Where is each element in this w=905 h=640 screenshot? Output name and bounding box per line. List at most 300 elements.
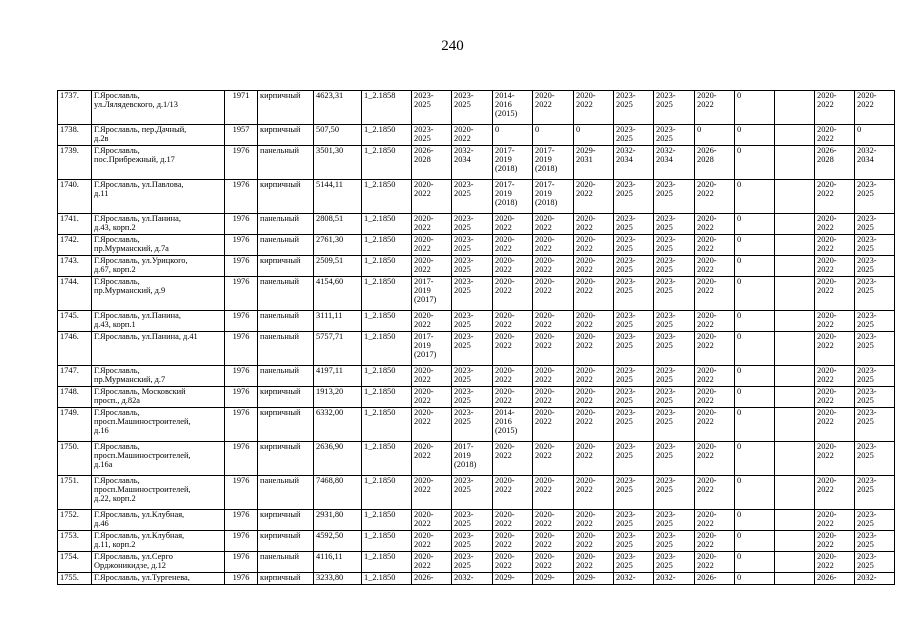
build-year-cell: 1976 bbox=[225, 180, 258, 214]
table-row bbox=[58, 366, 895, 387]
wall-material-cell: кирпичный bbox=[258, 531, 314, 552]
build-year-cell: 1976 bbox=[225, 366, 258, 387]
period-cell: 2020- 2022 bbox=[815, 235, 855, 256]
address-cell: Г.Ярославль, ул.Урицкого, д.67, корп.2 bbox=[92, 256, 225, 277]
period-cell: 2023- 2025 bbox=[614, 91, 654, 125]
period-cell bbox=[775, 408, 815, 442]
address-cell: Г.Ярославль, ул.Панина, д.43, корп.2 bbox=[92, 214, 225, 235]
period-cell: 2023- 2025 bbox=[654, 531, 695, 552]
period-cell: 2020- 2022 bbox=[815, 332, 855, 366]
period-cell: 2020- 2022 bbox=[533, 476, 574, 510]
period-cell: 2020- 2022 bbox=[695, 387, 735, 408]
table-row bbox=[58, 442, 895, 476]
period-cell: 2023- 2025 bbox=[452, 476, 493, 510]
build-year-cell: 1976 bbox=[225, 235, 258, 256]
period-cell: 0 bbox=[735, 531, 775, 552]
table-row bbox=[58, 510, 895, 531]
code-cell: 1_2.1850 bbox=[362, 256, 412, 277]
period-cell: 2023- 2025 bbox=[412, 125, 452, 146]
build-year-cell: 1976 bbox=[225, 573, 258, 585]
period-cell: 2023- 2025 bbox=[614, 235, 654, 256]
address-cell: Г.Ярославль, просп.Машиностроителей, д.16а bbox=[92, 442, 225, 476]
build-year-cell: 1976 bbox=[225, 408, 258, 442]
build-year-cell: 1976 bbox=[225, 146, 258, 180]
period-cell: 2023- 2025 bbox=[855, 476, 895, 510]
period-cell: 2020- 2022 bbox=[574, 476, 614, 510]
code-cell: 1_2.1850 bbox=[362, 531, 412, 552]
table-row bbox=[58, 408, 895, 442]
period-cell bbox=[775, 442, 815, 476]
period-cell: 2023- 2025 bbox=[614, 214, 654, 235]
table-row bbox=[58, 476, 895, 510]
address-cell: Г.Ярославль, пр.Мурманский, д.7а bbox=[92, 235, 225, 256]
period-cell: 2023- 2025 bbox=[855, 311, 895, 332]
wall-material-cell: кирпичный bbox=[258, 256, 314, 277]
period-cell: 2020- 2022 bbox=[412, 510, 452, 531]
area-cell: 7468,80 bbox=[314, 476, 362, 510]
address-cell: Г.Ярославль, пр.Мурманский, д.9 bbox=[92, 277, 225, 311]
address-cell: Г.Ярославль, ул.Клубная, д.46 bbox=[92, 510, 225, 531]
period-cell: 2023- 2025 bbox=[654, 91, 695, 125]
build-year-cell: 1971 bbox=[225, 91, 258, 125]
wall-material-cell: панельный bbox=[258, 277, 314, 311]
period-cell: 2023- 2025 bbox=[654, 235, 695, 256]
code-cell: 1_2.1850 bbox=[362, 573, 412, 585]
period-cell: 2020- 2022 bbox=[695, 408, 735, 442]
period-cell: 2020- 2022 bbox=[815, 510, 855, 531]
wall-material-cell: панельный bbox=[258, 311, 314, 332]
period-cell: 2023- 2025 bbox=[654, 256, 695, 277]
period-cell: 0 bbox=[735, 146, 775, 180]
wall-material-cell: панельный bbox=[258, 332, 314, 366]
address-cell: Г.Ярославль, ул.Тургенева, bbox=[92, 573, 225, 585]
build-year-cell: 1976 bbox=[225, 256, 258, 277]
period-cell: 2020- 2022 bbox=[412, 387, 452, 408]
build-year-cell: 1976 bbox=[225, 510, 258, 531]
period-cell: 2020- 2022 bbox=[493, 214, 533, 235]
period-cell: 2023- 2025 bbox=[855, 387, 895, 408]
period-cell: 0 bbox=[735, 442, 775, 476]
period-cell: 2020- 2022 bbox=[412, 531, 452, 552]
period-cell: 2020- 2022 bbox=[574, 552, 614, 573]
period-cell: 0 bbox=[735, 552, 775, 573]
code-cell: 1_2.1850 bbox=[362, 277, 412, 311]
area-cell: 4623,31 bbox=[314, 91, 362, 125]
area-cell: 4197,11 bbox=[314, 366, 362, 387]
period-cell bbox=[775, 476, 815, 510]
period-cell: 2023- 2025 bbox=[614, 332, 654, 366]
wall-material-cell: кирпичный bbox=[258, 125, 314, 146]
period-cell: 2020- 2022 bbox=[574, 332, 614, 366]
period-cell: 2020- 2022 bbox=[574, 180, 614, 214]
period-cell: 2017- 2019 (2018) bbox=[493, 146, 533, 180]
period-cell: 2020- 2022 bbox=[695, 311, 735, 332]
period-cell: 0 bbox=[735, 573, 775, 585]
period-cell: 2020- 2022 bbox=[574, 408, 614, 442]
area-cell: 2636,90 bbox=[314, 442, 362, 476]
period-cell: 2020- 2022 bbox=[412, 408, 452, 442]
period-cell: 2029- bbox=[493, 573, 533, 585]
period-cell: 2032- bbox=[452, 573, 493, 585]
period-cell: 2020- 2022 bbox=[412, 180, 452, 214]
period-cell: 2023- 2025 bbox=[654, 387, 695, 408]
table-row bbox=[58, 235, 895, 256]
period-cell: 2020- 2022 bbox=[574, 311, 614, 332]
code-cell: 1_2.1850 bbox=[362, 408, 412, 442]
period-cell: 2023- 2025 bbox=[452, 531, 493, 552]
address-cell: Г.Ярославль, ул.Павлова, д.11 bbox=[92, 180, 225, 214]
period-cell: 2023- 2025 bbox=[412, 91, 452, 125]
period-cell: 2020- 2022 bbox=[493, 476, 533, 510]
row-number-cell: 1742. bbox=[58, 235, 92, 256]
period-cell: 2023- 2025 bbox=[855, 531, 895, 552]
period-cell: 2023- 2025 bbox=[654, 332, 695, 366]
period-cell: 2020- 2022 bbox=[815, 214, 855, 235]
period-cell: 2020- 2022 bbox=[815, 180, 855, 214]
period-cell: 0 bbox=[735, 387, 775, 408]
period-cell: 2017- 2019 (2018) bbox=[533, 146, 574, 180]
period-cell: 2020- 2022 bbox=[493, 235, 533, 256]
period-cell: 2020- 2022 bbox=[493, 531, 533, 552]
code-cell: 1_2.1850 bbox=[362, 552, 412, 573]
period-cell: 2020- 2022 bbox=[574, 531, 614, 552]
table-row bbox=[58, 552, 895, 573]
housing-registry-table bbox=[57, 90, 895, 585]
period-cell: 2023- 2025 bbox=[452, 332, 493, 366]
period-cell: 2026- 2028 bbox=[695, 146, 735, 180]
period-cell: 2023- 2025 bbox=[614, 408, 654, 442]
period-cell: 2020- 2022 bbox=[533, 214, 574, 235]
build-year-cell: 1976 bbox=[225, 442, 258, 476]
wall-material-cell: кирпичный bbox=[258, 180, 314, 214]
period-cell: 2023- 2025 bbox=[654, 366, 695, 387]
row-number-cell: 1748. bbox=[58, 387, 92, 408]
period-cell bbox=[775, 531, 815, 552]
period-cell: 2020- 2022 bbox=[574, 277, 614, 311]
period-cell: 2023- 2025 bbox=[855, 332, 895, 366]
row-number-cell: 1743. bbox=[58, 256, 92, 277]
period-cell bbox=[775, 146, 815, 180]
period-cell: 2020- 2022 bbox=[855, 91, 895, 125]
period-cell: 0 bbox=[735, 510, 775, 531]
period-cell: 2023- 2025 bbox=[614, 387, 654, 408]
address-cell: Г.Ярославль, просп.Машиностроителей, д.22, корп.2 bbox=[92, 476, 225, 510]
period-cell: 2017- 2019 (2018) bbox=[493, 180, 533, 214]
table-row bbox=[58, 180, 895, 214]
period-cell bbox=[775, 180, 815, 214]
period-cell: 2023- 2025 bbox=[452, 366, 493, 387]
row-number-cell: 1747. bbox=[58, 366, 92, 387]
row-number-cell: 1755. bbox=[58, 573, 92, 585]
code-cell: 1_2.1850 bbox=[362, 146, 412, 180]
address-cell: Г.Ярославль, просп.Машиностроителей, д.16 bbox=[92, 408, 225, 442]
period-cell bbox=[775, 214, 815, 235]
period-cell: 2020- 2022 bbox=[815, 387, 855, 408]
build-year-cell: 1976 bbox=[225, 214, 258, 235]
period-cell: 2023- 2025 bbox=[855, 277, 895, 311]
period-cell: 2023- 2025 bbox=[654, 552, 695, 573]
period-cell: 2023- 2025 bbox=[452, 408, 493, 442]
build-year-cell: 1976 bbox=[225, 552, 258, 573]
period-cell: 2020- 2022 bbox=[493, 552, 533, 573]
wall-material-cell: панельный bbox=[258, 366, 314, 387]
period-cell bbox=[775, 332, 815, 366]
period-cell: 2029- 2031 bbox=[574, 146, 614, 180]
code-cell: 1_2.1850 bbox=[362, 235, 412, 256]
address-cell: Г.Ярославль, ул.Лялядевского, д.1/13 bbox=[92, 91, 225, 125]
period-cell: 2020- 2022 bbox=[815, 256, 855, 277]
table-row bbox=[58, 573, 895, 585]
wall-material-cell: кирпичный bbox=[258, 510, 314, 531]
wall-material-cell: кирпичный bbox=[258, 387, 314, 408]
row-number-cell: 1749. bbox=[58, 408, 92, 442]
period-cell: 2020- 2022 bbox=[412, 311, 452, 332]
period-cell bbox=[775, 256, 815, 277]
period-cell bbox=[775, 235, 815, 256]
period-cell: 2023- 2025 bbox=[452, 311, 493, 332]
wall-material-cell: панельный bbox=[258, 552, 314, 573]
period-cell: 0 bbox=[855, 125, 895, 146]
period-cell bbox=[775, 366, 815, 387]
period-cell: 2017- 2019 (2017) bbox=[412, 277, 452, 311]
period-cell: 2020- 2022 bbox=[815, 552, 855, 573]
wall-material-cell: кирпичный bbox=[258, 442, 314, 476]
build-year-cell: 1976 bbox=[225, 476, 258, 510]
period-cell: 0 bbox=[533, 125, 574, 146]
area-cell: 4116,11 bbox=[314, 552, 362, 573]
period-cell bbox=[775, 311, 815, 332]
period-cell bbox=[775, 552, 815, 573]
row-number-cell: 1750. bbox=[58, 442, 92, 476]
area-cell: 2509,51 bbox=[314, 256, 362, 277]
period-cell: 2023- 2025 bbox=[654, 408, 695, 442]
code-cell: 1_2.1850 bbox=[362, 510, 412, 531]
period-cell: 2026- bbox=[815, 573, 855, 585]
period-cell: 2023- 2025 bbox=[855, 214, 895, 235]
period-cell: 2020- 2022 bbox=[533, 256, 574, 277]
period-cell: 2023- 2025 bbox=[855, 552, 895, 573]
period-cell: 2023- 2025 bbox=[614, 311, 654, 332]
period-cell bbox=[775, 277, 815, 311]
code-cell: 1_2.1850 bbox=[362, 366, 412, 387]
period-cell: 2020- 2022 bbox=[815, 91, 855, 125]
period-cell: 2020- 2022 bbox=[815, 277, 855, 311]
table-row bbox=[58, 332, 895, 366]
area-cell: 5757,71 bbox=[314, 332, 362, 366]
wall-material-cell: панельный bbox=[258, 476, 314, 510]
build-year-cell: 1976 bbox=[225, 277, 258, 311]
address-cell: Г.Ярославль, ул.Клубная, д.11, корп.2 bbox=[92, 531, 225, 552]
address-cell: Г.Ярославль, Московский просп., д.82а bbox=[92, 387, 225, 408]
period-cell: 2020- 2022 bbox=[695, 476, 735, 510]
build-year-cell: 1957 bbox=[225, 125, 258, 146]
address-cell: Г.Ярославль, пос.Прибрежный, д.17 bbox=[92, 146, 225, 180]
period-cell: 2023- 2025 bbox=[654, 311, 695, 332]
period-cell: 0 bbox=[695, 125, 735, 146]
period-cell: 2023- 2025 bbox=[614, 531, 654, 552]
period-cell: 2020- 2022 bbox=[695, 180, 735, 214]
period-cell: 2020- 2022 bbox=[533, 332, 574, 366]
area-cell: 3501,30 bbox=[314, 146, 362, 180]
period-cell: 2023- 2025 bbox=[855, 235, 895, 256]
row-number-cell: 1745. bbox=[58, 311, 92, 332]
period-cell: 2020- 2022 bbox=[493, 256, 533, 277]
build-year-cell: 1976 bbox=[225, 387, 258, 408]
period-cell: 2020- 2022 bbox=[574, 214, 614, 235]
address-cell: Г.Ярославль, пер.Дачный, д.2в bbox=[92, 125, 225, 146]
period-cell: 2020- 2022 bbox=[493, 332, 533, 366]
period-cell: 2020- 2022 bbox=[533, 510, 574, 531]
period-cell bbox=[775, 125, 815, 146]
period-cell: 2023- 2025 bbox=[452, 510, 493, 531]
period-cell: 2023- 2025 bbox=[654, 442, 695, 476]
row-number-cell: 1753. bbox=[58, 531, 92, 552]
period-cell: 0 bbox=[735, 366, 775, 387]
period-cell: 2020- 2022 bbox=[815, 366, 855, 387]
code-cell: 1_2.1850 bbox=[362, 332, 412, 366]
period-cell: 2020- 2022 bbox=[533, 442, 574, 476]
wall-material-cell: панельный bbox=[258, 146, 314, 180]
period-cell: 2020- 2022 bbox=[695, 277, 735, 311]
code-cell: 1_2.1850 bbox=[362, 180, 412, 214]
area-cell: 4592,50 bbox=[314, 531, 362, 552]
row-number-cell: 1746. bbox=[58, 332, 92, 366]
period-cell: 0 bbox=[735, 311, 775, 332]
period-cell: 2029- bbox=[533, 573, 574, 585]
period-cell: 2020- 2022 bbox=[412, 235, 452, 256]
area-cell: 4154,60 bbox=[314, 277, 362, 311]
period-cell: 2020- 2022 bbox=[815, 408, 855, 442]
period-cell: 0 bbox=[735, 125, 775, 146]
period-cell: 2023- 2025 bbox=[452, 552, 493, 573]
period-cell: 2023- 2025 bbox=[654, 510, 695, 531]
table-row bbox=[58, 277, 895, 311]
period-cell: 2014- 2016 (2015) bbox=[493, 91, 533, 125]
period-cell: 2020- 2022 bbox=[493, 277, 533, 311]
period-cell: 0 bbox=[574, 125, 614, 146]
period-cell: 0 bbox=[735, 476, 775, 510]
period-cell: 2020- 2022 bbox=[695, 332, 735, 366]
period-cell: 2020- 2022 bbox=[695, 91, 735, 125]
period-cell: 2026- 2028 bbox=[815, 146, 855, 180]
period-cell: 2020- 2022 bbox=[493, 442, 533, 476]
table-body bbox=[58, 91, 895, 585]
period-cell: 2032- bbox=[654, 573, 695, 585]
period-cell: 2020- 2022 bbox=[815, 125, 855, 146]
area-cell: 3111,11 bbox=[314, 311, 362, 332]
period-cell: 0 bbox=[493, 125, 533, 146]
period-cell: 0 bbox=[735, 408, 775, 442]
period-cell: 2023- 2025 bbox=[614, 366, 654, 387]
table-row bbox=[58, 125, 895, 146]
period-cell: 2023- 2025 bbox=[614, 442, 654, 476]
wall-material-cell: панельный bbox=[258, 235, 314, 256]
table-row bbox=[58, 531, 895, 552]
period-cell: 2020- 2022 bbox=[533, 366, 574, 387]
period-cell: 2020- 2022 bbox=[533, 277, 574, 311]
period-cell bbox=[775, 387, 815, 408]
period-cell: 2020- 2022 bbox=[815, 442, 855, 476]
period-cell: 2029- bbox=[574, 573, 614, 585]
period-cell: 2023- 2025 bbox=[654, 277, 695, 311]
period-cell: 2023- 2025 bbox=[654, 125, 695, 146]
period-cell: 0 bbox=[735, 180, 775, 214]
code-cell: 1_2.1850 bbox=[362, 442, 412, 476]
period-cell: 2020- 2022 bbox=[815, 311, 855, 332]
area-cell: 2931,80 bbox=[314, 510, 362, 531]
row-number-cell: 1739. bbox=[58, 146, 92, 180]
address-cell: Г.Ярославль, ул.Панина, д.43, корп.1 bbox=[92, 311, 225, 332]
period-cell: 2020- 2022 bbox=[695, 235, 735, 256]
period-cell: 2023- 2025 bbox=[452, 91, 493, 125]
code-cell: 1_2.1850 bbox=[362, 311, 412, 332]
area-cell: 3233,80 bbox=[314, 573, 362, 585]
period-cell: 2026- bbox=[695, 573, 735, 585]
address-cell: Г.Ярославль, пр.Мурманский, д.7 bbox=[92, 366, 225, 387]
period-cell: 2023- 2025 bbox=[614, 256, 654, 277]
period-cell: 2023- 2025 bbox=[614, 510, 654, 531]
period-cell: 2020- 2022 bbox=[533, 531, 574, 552]
table-row bbox=[58, 311, 895, 332]
period-cell: 2023- 2025 bbox=[654, 214, 695, 235]
area-cell: 2761,30 bbox=[314, 235, 362, 256]
period-cell: 2020- 2022 bbox=[574, 387, 614, 408]
period-cell: 2020- 2022 bbox=[533, 387, 574, 408]
period-cell: 2020- 2022 bbox=[695, 531, 735, 552]
period-cell: 2023- 2025 bbox=[614, 180, 654, 214]
period-cell bbox=[775, 573, 815, 585]
area-cell: 5144,11 bbox=[314, 180, 362, 214]
period-cell: 2032- 2034 bbox=[614, 146, 654, 180]
wall-material-cell: кирпичный bbox=[258, 408, 314, 442]
period-cell: 2020- 2022 bbox=[574, 235, 614, 256]
period-cell: 0 bbox=[735, 214, 775, 235]
period-cell: 2032- 2034 bbox=[654, 146, 695, 180]
period-cell: 2020- 2022 bbox=[533, 408, 574, 442]
row-number-cell: 1752. bbox=[58, 510, 92, 531]
period-cell: 2020- 2022 bbox=[574, 442, 614, 476]
area-cell: 507,50 bbox=[314, 125, 362, 146]
period-cell: 2020- 2022 bbox=[695, 510, 735, 531]
code-cell: 1_2.1850 bbox=[362, 387, 412, 408]
period-cell: 2020- 2022 bbox=[412, 256, 452, 277]
area-cell: 1913,20 bbox=[314, 387, 362, 408]
code-cell: 1_2.1850 bbox=[362, 214, 412, 235]
period-cell: 2020- 2022 bbox=[695, 256, 735, 277]
period-cell: 0 bbox=[735, 91, 775, 125]
build-year-cell: 1976 bbox=[225, 531, 258, 552]
period-cell: 2020- 2022 bbox=[533, 311, 574, 332]
period-cell: 2023- 2025 bbox=[855, 442, 895, 476]
period-cell: 2023- 2025 bbox=[614, 476, 654, 510]
code-cell: 1_2.1858 bbox=[362, 91, 412, 125]
period-cell: 2017- 2019 (2017) bbox=[412, 332, 452, 366]
period-cell: 0 bbox=[735, 235, 775, 256]
period-cell: 2020- 2022 bbox=[533, 235, 574, 256]
address-cell: Г.Ярославль, ул.Серго Орджоникидзе, д.12 bbox=[92, 552, 225, 573]
period-cell: 0 bbox=[735, 277, 775, 311]
period-cell: 2020- 2022 bbox=[412, 552, 452, 573]
area-cell: 2808,51 bbox=[314, 214, 362, 235]
period-cell: 2020- 2022 bbox=[815, 476, 855, 510]
code-cell: 1_2.1850 bbox=[362, 476, 412, 510]
period-cell: 0 bbox=[735, 256, 775, 277]
table-row bbox=[58, 91, 895, 125]
period-cell: 2032- 2034 bbox=[452, 146, 493, 180]
period-cell: 2023- 2025 bbox=[654, 476, 695, 510]
period-cell: 2032- bbox=[855, 573, 895, 585]
period-cell: 2032- 2034 bbox=[855, 146, 895, 180]
